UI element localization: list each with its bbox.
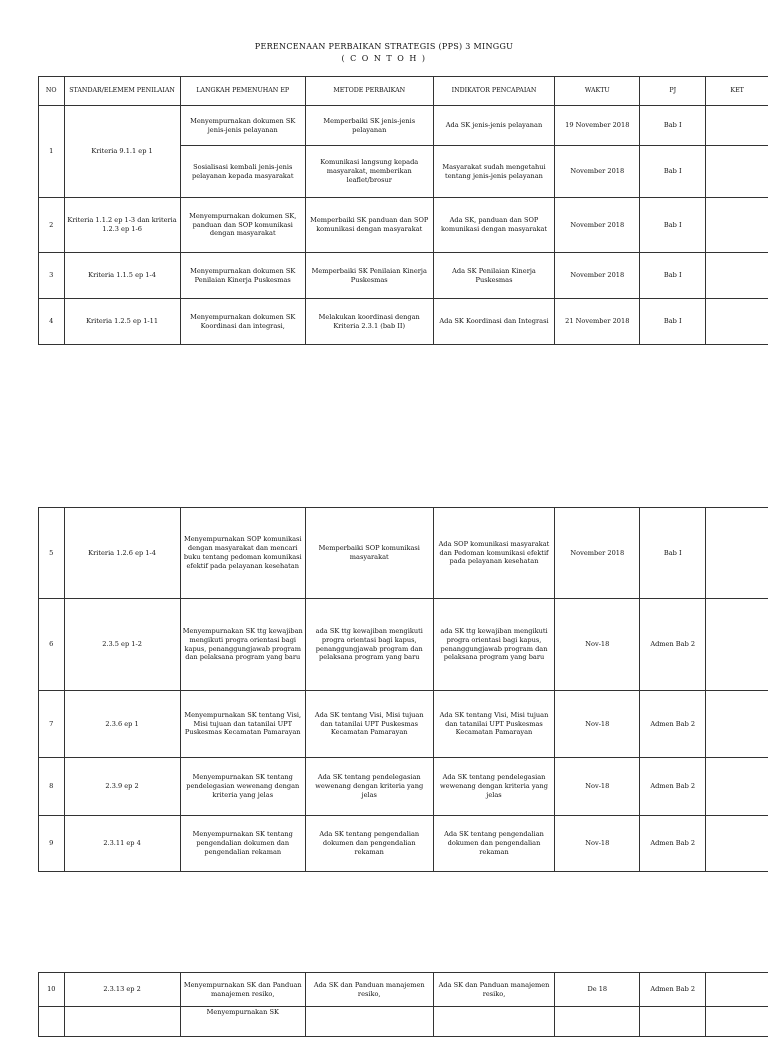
table-row (39, 1007, 768, 1037)
cell-langkah: Menyempurnakan dokumen SK, panduan dan SOP komunikasi dengan masyarakat (180, 198, 305, 253)
cell-langkah: Menyempurnakan dokumen SK Koordinasi dan integrasi, (180, 299, 305, 345)
cell-ket (706, 299, 768, 345)
cell-pj: Bab I (640, 198, 706, 253)
cell-metode: Memperbaiki SK Penilaian Kinerja Puskesmas (305, 253, 433, 299)
table-row (39, 691, 768, 758)
header-ket: KET (706, 77, 768, 106)
cell-indikator: Masyarakat sudah mengetahui tentang jenis-jenis pelayanan (433, 146, 555, 198)
cell-ket (706, 106, 768, 146)
cell-indikator: Ada SK Penilaian Kinerja Puskesmas (433, 253, 555, 299)
cell-metode: Memperbaiki SOP komunikasi masyarakat (305, 508, 433, 599)
document-subtitle: ( C O N T O H ) (0, 54, 768, 63)
cell-metode: ada SK ttg kewajiban mengikuti progra orientasi bagi kapus, penanggungjawab program dan pelaksana program yang baru (305, 599, 433, 691)
cell-no (39, 1007, 65, 1037)
cell-standar: 2.3.11 ep 4 (64, 816, 180, 872)
cell-langkah: Menyempurnakan SOP komunikasi dengan masyarakat dan mencari buku tentang pedoman komunikasi efektif pada pelayanan kesehatan (180, 508, 305, 599)
cell-metode: Ada SK tentang pengendalian dokumen dan pengendalian rekaman (305, 816, 433, 872)
cell-standar: Kriteria 1.2.5 ep 1-11 (64, 299, 180, 345)
cell-indikator (433, 1007, 555, 1037)
cell-ket (706, 691, 768, 758)
table-row (39, 508, 768, 599)
cell-indikator: Ada SOP komunikasi masyarakat dan Pedoman komunikasi efektif pada pelayanan kesehatan (433, 508, 555, 599)
cell-langkah: Menyempurnakan SK ttg kewajiban mengikuti progra orientasi bagi kapus, penanggungjawab program dan pelaksana program yang baru (180, 599, 305, 691)
cell-ket (706, 508, 768, 599)
cell-standar: Kriteria 9.1.1 ep 1 (64, 106, 180, 198)
cell-no: 7 (39, 691, 65, 758)
cell-ket (706, 198, 768, 253)
document-title: PERENCENAAN PERBAIKAN STRATEGIS (PPS) 3 MINGGU (0, 42, 768, 51)
cell-metode: Ada SK dan Panduan manajemen resiko, (305, 973, 433, 1007)
header-langkah: LANGKAH PEMENUHAN EP (180, 77, 305, 106)
cell-indikator: Ada SK tentang pengendalian dokumen dan pengendalian rekaman (433, 816, 555, 872)
table-row (39, 198, 768, 253)
cell-waktu: Nov-18 (555, 599, 640, 691)
cell-langkah: Sosialisasi kembali jenis-jenis pelayanan kepada masyarakat (180, 146, 305, 198)
cell-no: 2 (39, 198, 65, 253)
cell-waktu: Nov-18 (555, 758, 640, 816)
table-row (39, 253, 768, 299)
cell-no: 1 (39, 106, 65, 198)
cell-pj: Bab I (640, 106, 706, 146)
header-metode: METODE PERBAIKAN (305, 77, 433, 106)
header-standar: STANDAR/ELEMEM PENILAIAN (64, 77, 180, 106)
cell-no: 10 (39, 973, 65, 1007)
cell-langkah: Menyempurnakan SK tentang Visi, Misi tujuan dan tatanilai UPT Puskesmas Kecamatan Pamarayan (180, 691, 305, 758)
cell-indikator: Ada SK dan Panduan manajemen resiko, (433, 973, 555, 1007)
cell-standar: 2.3.5 ep 1-2 (64, 599, 180, 691)
cell-no: 6 (39, 599, 65, 691)
cell-standar (64, 1007, 180, 1037)
cell-waktu: De 18 (555, 973, 640, 1007)
cell-standar: Kriteria 1.2.6 ep 1-4 (64, 508, 180, 599)
cell-indikator: ada SK ttg kewajiban mengikuti progra orientasi bagi kapus, penanggungjawab program dan pelaksana program yang baru (433, 599, 555, 691)
cell-ket (706, 253, 768, 299)
cell-indikator: Ada SK tentang Visi, Misi tujuan dan tatanilai UPT Puskesmas Kecamatan Pamarayan (433, 691, 555, 758)
cell-standar: 2.3.6 ep 1 (64, 691, 180, 758)
cell-ket (706, 973, 768, 1007)
cell-pj: Bab I (640, 299, 706, 345)
table-header-row (39, 77, 768, 106)
cell-pj (640, 1007, 706, 1037)
cell-pj: Admen Bab 2 (640, 973, 706, 1007)
cell-waktu: November 2018 (555, 146, 640, 198)
cell-langkah: Menyempurnakan SK tentang pengendalian dokumen dan pengendalian rekaman (180, 816, 305, 872)
cell-pj: Bab I (640, 253, 706, 299)
cell-waktu: Nov-18 (555, 816, 640, 872)
cell-langkah: Menyempurnakan dokumen SK Penilaian Kinerja Puskesmas (180, 253, 305, 299)
cell-ket (706, 758, 768, 816)
cell-pj: Admen Bab 2 (640, 691, 706, 758)
cell-standar: 2.3.9 ep 2 (64, 758, 180, 816)
table-row (39, 299, 768, 345)
cell-langkah: Menyempurnakan SK tentang pendelegasian wewenang dengan kriteria yang jelas (180, 758, 305, 816)
cell-pj: Bab I (640, 508, 706, 599)
table-row (39, 758, 768, 816)
header-indikator: INDIKATOR PENCAPAIAN (433, 77, 555, 106)
cell-no: 9 (39, 816, 65, 872)
cell-langkah: Menyempurnakan SK (180, 1007, 305, 1037)
cell-waktu: November 2018 (555, 253, 640, 299)
table-row (39, 106, 768, 146)
cell-indikator: Ada SK tentang pendelegasian wewenang dengan kriteria yang jelas (433, 758, 555, 816)
pps-table-part-2 (38, 507, 768, 872)
table-row (39, 816, 768, 872)
pps-table-part-3 (38, 972, 768, 1037)
table-row (39, 973, 768, 1007)
cell-standar: Kriteria 1.1.2 ep 1-3 dan kriteria 1.2.3 ep 1-6 (64, 198, 180, 253)
cell-ket (706, 1007, 768, 1037)
cell-indikator: Ada SK, panduan dan SOP komunikasi dengan masyarakat (433, 198, 555, 253)
cell-indikator: Ada SK jenis-jenis pelayanan (433, 106, 555, 146)
cell-ket (706, 816, 768, 872)
cell-langkah: Menyempurnakan SK dan Panduan manajemen resiko, (180, 973, 305, 1007)
cell-pj: Admen Bab 2 (640, 816, 706, 872)
header-no: NO (39, 77, 65, 106)
header-pj: PJ (640, 77, 706, 106)
cell-pj: Admen Bab 2 (640, 758, 706, 816)
cell-standar: Kriteria 1.1.5 ep 1-4 (64, 253, 180, 299)
cell-metode: Ada SK tentang pendelegasian wewenang dengan kriteria yang jelas (305, 758, 433, 816)
cell-no: 5 (39, 508, 65, 599)
cell-indikator: Ada SK Koordinasi dan Integrasi (433, 299, 555, 345)
cell-metode (305, 1007, 433, 1037)
cell-ket (706, 599, 768, 691)
cell-waktu: 19 November 2018 (555, 106, 640, 146)
cell-waktu (555, 1007, 640, 1037)
cell-pj: Bab I (640, 146, 706, 198)
cell-metode: Ada SK tentang Visi, Misi tujuan dan tatanilai UPT Puskesmas Kecamatan Pamarayan (305, 691, 433, 758)
cell-no: 8 (39, 758, 65, 816)
cell-no: 4 (39, 299, 65, 345)
cell-no: 3 (39, 253, 65, 299)
pps-table-part-1 (38, 76, 768, 345)
cell-metode: Komunikasi langsung kepada masyarakat, memberikan leaflet/brosur (305, 146, 433, 198)
cell-ket (706, 146, 768, 198)
cell-waktu: Nov-18 (555, 691, 640, 758)
cell-pj: Admen Bab 2 (640, 599, 706, 691)
cell-waktu: November 2018 (555, 508, 640, 599)
cell-waktu: 21 November 2018 (555, 299, 640, 345)
cell-waktu: November 2018 (555, 198, 640, 253)
cell-metode: Melakukan koordinasi dengan Kriteria 2.3.1 (bab II) (305, 299, 433, 345)
cell-langkah: Menyempurnakan dokumen SK jenis-jenis pelayanan (180, 106, 305, 146)
cell-metode: Memperbaiki SK panduan dan SOP komunikasi dengan masyarakat (305, 198, 433, 253)
table-row (39, 599, 768, 691)
cell-metode: Memperbaiki SK jenis-jenis pelayanan (305, 106, 433, 146)
cell-standar: 2.3.13 ep 2 (64, 973, 180, 1007)
header-waktu: WAKTU (555, 77, 640, 106)
